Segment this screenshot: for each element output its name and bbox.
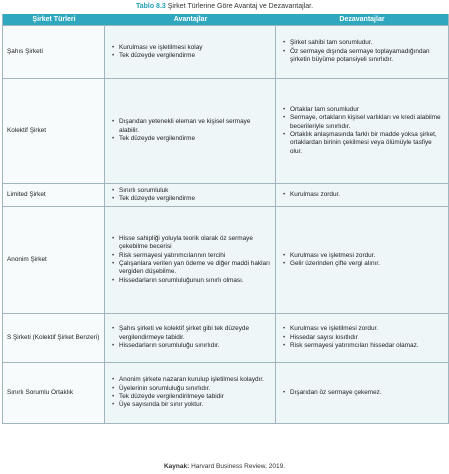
advantage-item: • Çalışanlara verilen yan ödeme ve diğer maddi hakları vergiden düşebilme. [111, 260, 271, 277]
advantages-cell [105, 26, 276, 78]
disadvantage-item: • Sermaye, ortakların kişisel varlıkları ve kredi alabilme becerileriyle sınırlıdır. [282, 114, 444, 131]
source-label: Kaynak: [163, 463, 190, 470]
advantages-list [111, 235, 271, 285]
company-type-label: Kolektif Şirket [7, 126, 47, 134]
table-row [3, 362, 448, 423]
table-number: Tablo 8.3 [135, 3, 166, 10]
advantages-list [111, 44, 271, 61]
advantage-item: • Üyelerinin sorumluluğu sınırlıdır. [111, 385, 271, 393]
disadvantage-item: • Gelir üzerinden çifte vergi alınır. [282, 260, 444, 268]
disadvantage-item: • Kurulması zordur. [282, 191, 444, 199]
company-type-label: Anonim Şirket [7, 255, 47, 263]
disadvantage-item: • Kurulması ve işletilmesi zordur. [282, 325, 444, 333]
disadvantages-cell [276, 314, 448, 362]
advantage-item: • Anonim şirkete nazaran kurulup işletilmesi kolaydır. [111, 376, 271, 384]
source-note [0, 463, 449, 471]
company-type-cell [3, 363, 105, 423]
advantage-item: • Üye sayısında bir sınır yoktur. [111, 401, 271, 409]
advantage-item: • Dışarıdan yetenekli eleman ve kişisel sermaye alabilir. [111, 118, 271, 135]
disadvantage-item: • Kurulması ve işletmesi zordur. [282, 252, 444, 260]
advantage-item: • Tek düzeyde vergilendirme [111, 52, 271, 60]
disadvantages-list [282, 389, 444, 397]
header-company-types: Şirket Türleri [32, 16, 76, 23]
disadvantage-item: • Şirket sahibi tam sorumludur. [282, 39, 444, 47]
header-advantages: Avantajlar [173, 16, 208, 23]
disadvantage-item: • Risk sermayesi yatırımcıları hissedar olamaz. [282, 342, 444, 350]
table-row [3, 313, 448, 362]
company-type-label: Şahıs Şirketi [7, 47, 43, 55]
disadvantage-item: • Dışarıdan öz sermaye çekemez. [282, 389, 444, 397]
advantage-item: • Hissedarların sorumluluğu sınırlıdır. [111, 342, 271, 350]
table-title: Şirket Türlerine Göre Avantaj ve Dezavantajlar. [167, 3, 314, 10]
advantage-item: • Hisse sahipliği yoluyla teorik olarak öz sermaye çekebilme becerisi [111, 235, 271, 252]
advantages-list [111, 118, 271, 143]
company-type-cell [3, 79, 105, 183]
source-text: Harvard Business Review, 2019. [191, 463, 286, 470]
table-body [3, 25, 448, 423]
company-type-label: S Şirketi (Kolektif Şirket Benzeri) [7, 333, 100, 341]
company-type-cell [3, 184, 105, 206]
disadvantages-cell [276, 184, 448, 206]
company-type-cell [3, 314, 105, 362]
advantages-list [111, 187, 271, 204]
advantage-item: • Tek düzeyde vergilendirme [111, 135, 271, 143]
disadvantage-item: • Öz sermaye dışında sermaye toplayamadığından şirketin büyüme potansiyeli sınırlıdır. [282, 48, 444, 65]
header-disadvantages: Dezavantajlar [339, 16, 385, 23]
disadvantage-item: • Ortaklar tam sorumludur [282, 106, 444, 114]
advantages-cell [105, 363, 276, 423]
disadvantages-list [282, 252, 444, 269]
disadvantages-cell [276, 79, 448, 183]
disadvantages-list [282, 325, 444, 350]
advantage-item: • Risk sermayesi yatırımcılarının tercihi [111, 252, 271, 260]
table-row [3, 206, 448, 313]
advantages-list [111, 325, 271, 350]
disadvantages-list [282, 39, 444, 64]
disadvantage-item: • Hissedar sayısı kısıtlıdır [282, 334, 444, 342]
advantage-item: • Şahıs şirketi ve kolektif şirket gibi tek düzeyde vergilendirmeye tabidir. [111, 325, 271, 342]
disadvantage-item: • Ortaklık anlaşmasında farklı bir madde yoksa şirket, ortaklardan birinin çekilmesi veya ölümüyle tasfiye olur. [282, 131, 444, 156]
disadvantages-cell [276, 26, 448, 78]
advantage-item: • Kurulması ve işletilmesi kolay [111, 44, 271, 52]
company-type-cell [3, 207, 105, 313]
disadvantages-list [282, 191, 444, 199]
advantages-cell [105, 207, 276, 313]
disadvantages-list [282, 106, 444, 156]
advantage-item: • Hissedarların sorumluluğunun sınırlı olması. [111, 277, 271, 285]
advantages-cell [105, 314, 276, 362]
advantage-item: • Sınırlı sorumluluk [111, 187, 271, 195]
table-row [3, 183, 448, 206]
disadvantages-cell [276, 207, 448, 313]
table-header-row [3, 14, 448, 25]
company-type-cell [3, 26, 105, 78]
table-row [3, 78, 448, 183]
advantages-cell [105, 79, 276, 183]
table-row [3, 25, 448, 78]
advantages-cell [105, 184, 276, 206]
advantage-item: • Tek düzeyde vergilendirilmeye tabidir [111, 393, 271, 401]
table-caption [0, 2, 449, 11]
disadvantages-cell [276, 363, 448, 423]
comparison-table [2, 14, 449, 424]
advantage-item: • Tek düzeyde vergilendirme [111, 195, 271, 203]
company-type-label: Sınırlı Sorumlu Ortaklık [7, 388, 74, 396]
company-type-label: Limited Şirket [7, 190, 46, 198]
advantages-list [111, 376, 271, 410]
